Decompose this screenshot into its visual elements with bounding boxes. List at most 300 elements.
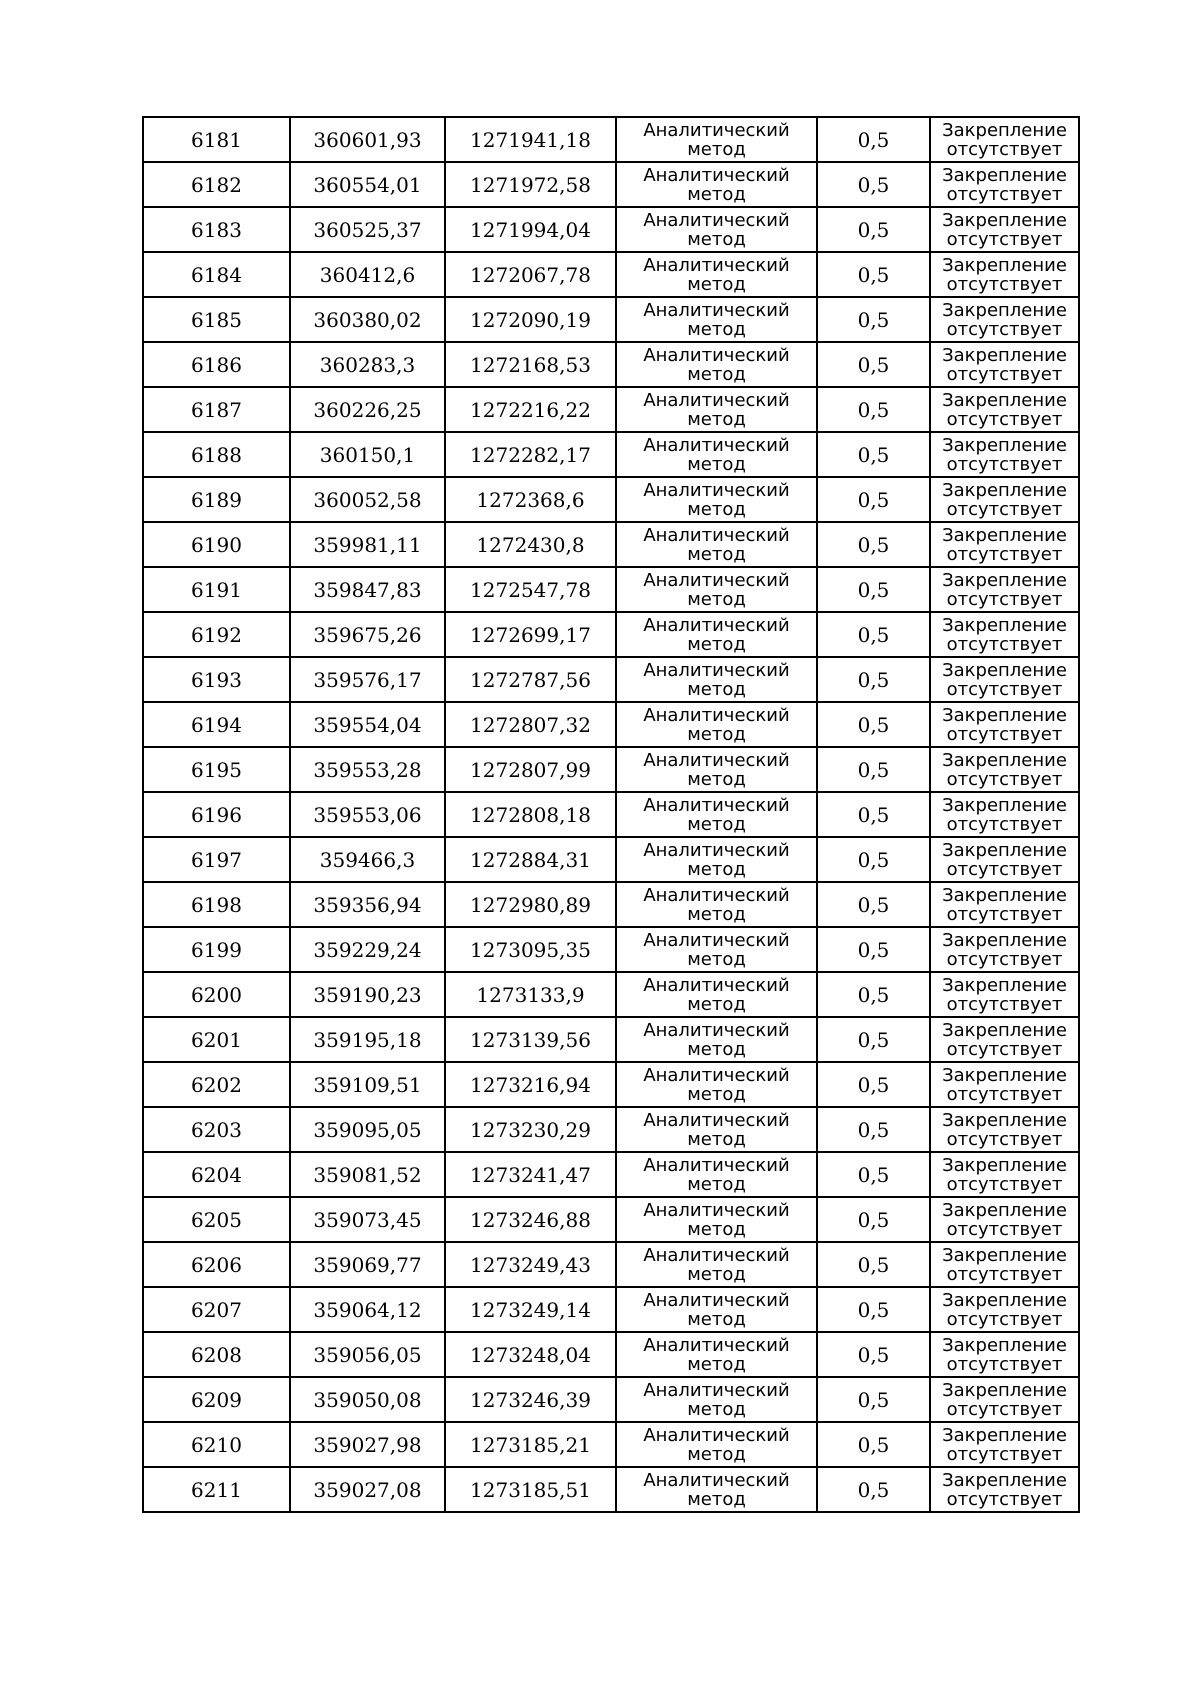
method-cell-line-2: метод	[687, 183, 746, 205]
fixing-cell-line-1: Закрепление	[942, 119, 1067, 141]
point-number-cell: 6207	[143, 1287, 290, 1332]
method-cell-line-1: Аналитический	[643, 1424, 790, 1446]
table-row	[143, 837, 1079, 882]
x-coordinate-cell: 359190,23	[290, 972, 445, 1017]
method-cell-line-2: метод	[687, 1398, 746, 1420]
method-cell-line-1: Аналитический	[643, 704, 790, 726]
fixing-cell	[930, 1107, 1079, 1152]
method-cell	[616, 1242, 817, 1287]
method-cell-line-2: метод	[687, 1218, 746, 1240]
method-cell-line-1: Аналитический	[643, 749, 790, 771]
fixing-cell	[930, 117, 1079, 162]
point-number-cell: 6208	[143, 1332, 290, 1377]
table-row	[143, 1332, 1079, 1377]
method-cell	[616, 522, 817, 567]
method-cell-line-1: Аналитический	[643, 974, 790, 996]
fixing-cell-line-2: отсутствует	[946, 1443, 1063, 1465]
fixing-cell	[930, 1377, 1079, 1422]
method-cell	[616, 1467, 817, 1512]
point-number-cell: 6206	[143, 1242, 290, 1287]
y-coordinate-cell: 1273246,88	[445, 1197, 616, 1242]
y-coordinate-cell: 1273095,35	[445, 927, 616, 972]
point-number-cell: 6199	[143, 927, 290, 972]
table-row	[143, 792, 1079, 837]
fixing-cell	[930, 432, 1079, 477]
fixing-cell-line-2: отсутствует	[946, 498, 1063, 520]
method-cell-line-1: Аналитический	[643, 1199, 790, 1221]
fixing-cell-line-1: Закрепление	[942, 839, 1067, 861]
method-cell-line-1: Аналитический	[643, 1154, 790, 1176]
method-cell	[616, 1062, 817, 1107]
method-cell	[616, 612, 817, 657]
method-cell	[616, 342, 817, 387]
fixing-cell-line-2: отсутствует	[946, 1308, 1063, 1330]
method-cell-line-1: Аналитический	[643, 434, 790, 456]
fixing-cell-line-1: Закрепление	[942, 344, 1067, 366]
accuracy-cell: 0,5	[817, 1062, 930, 1107]
method-cell	[616, 207, 817, 252]
point-number-cell: 6204	[143, 1152, 290, 1197]
method-cell-line-1: Аналитический	[643, 569, 790, 591]
fixing-cell	[930, 252, 1079, 297]
method-cell	[616, 837, 817, 882]
fixing-cell-line-2: отсутствует	[946, 408, 1063, 430]
point-number-cell: 6190	[143, 522, 290, 567]
fixing-cell-line-1: Закрепление	[942, 209, 1067, 231]
fixing-cell-line-2: отсутствует	[946, 138, 1063, 160]
method-cell-line-1: Аналитический	[643, 524, 790, 546]
x-coordinate-cell: 360283,3	[290, 342, 445, 387]
fixing-cell-line-1: Закрепление	[942, 389, 1067, 411]
fixing-cell-line-1: Закрепление	[942, 1154, 1067, 1176]
method-cell-line-1: Аналитический	[643, 479, 790, 501]
fixing-cell	[930, 1062, 1079, 1107]
table-row	[143, 117, 1079, 162]
method-cell	[616, 1287, 817, 1332]
y-coordinate-cell: 1273216,94	[445, 1062, 616, 1107]
point-number-cell: 6193	[143, 657, 290, 702]
method-cell	[616, 792, 817, 837]
fixing-cell-line-2: отсутствует	[946, 1263, 1063, 1285]
x-coordinate-cell: 359064,12	[290, 1287, 445, 1332]
table-row	[143, 747, 1079, 792]
point-number-cell: 6191	[143, 567, 290, 612]
x-coordinate-cell: 359466,3	[290, 837, 445, 882]
accuracy-cell: 0,5	[817, 567, 930, 612]
fixing-cell-line-1: Закрепление	[942, 1424, 1067, 1446]
fixing-cell-line-2: отсутствует	[946, 543, 1063, 565]
y-coordinate-cell: 1273248,04	[445, 1332, 616, 1377]
accuracy-cell: 0,5	[817, 342, 930, 387]
fixing-cell	[930, 477, 1079, 522]
method-cell-line-1: Аналитический	[643, 929, 790, 951]
table-row	[143, 567, 1079, 612]
method-cell-line-1: Аналитический	[643, 794, 790, 816]
fixing-cell-line-1: Закрепление	[942, 1379, 1067, 1401]
point-number-cell: 6188	[143, 432, 290, 477]
y-coordinate-cell: 1273230,29	[445, 1107, 616, 1152]
fixing-cell	[930, 972, 1079, 1017]
method-cell-line-1: Аналитический	[643, 1064, 790, 1086]
fixing-cell	[930, 162, 1079, 207]
method-cell-line-2: метод	[687, 138, 746, 160]
x-coordinate-cell: 359553,28	[290, 747, 445, 792]
fixing-cell-line-1: Закрепление	[942, 974, 1067, 996]
method-cell	[616, 1422, 817, 1467]
method-cell	[616, 567, 817, 612]
table-row	[143, 612, 1079, 657]
point-number-cell: 6195	[143, 747, 290, 792]
method-cell	[616, 927, 817, 972]
coordinates-table	[142, 116, 1080, 1513]
fixing-cell-line-1: Закрепление	[942, 1019, 1067, 1041]
method-cell	[616, 1107, 817, 1152]
table-row	[143, 252, 1079, 297]
table-row	[143, 1242, 1079, 1287]
table-row	[143, 657, 1079, 702]
method-cell	[616, 747, 817, 792]
fixing-cell-line-1: Закрепление	[942, 704, 1067, 726]
accuracy-cell: 0,5	[817, 927, 930, 972]
table-row	[143, 477, 1079, 522]
accuracy-cell: 0,5	[817, 837, 930, 882]
accuracy-cell: 0,5	[817, 297, 930, 342]
point-number-cell: 6209	[143, 1377, 290, 1422]
fixing-cell-line-1: Закрепление	[942, 254, 1067, 276]
y-coordinate-cell: 1272699,17	[445, 612, 616, 657]
method-cell-line-1: Аналитический	[643, 389, 790, 411]
point-number-cell: 6194	[143, 702, 290, 747]
fixing-cell-line-2: отсутствует	[946, 1488, 1063, 1510]
fixing-cell-line-1: Закрепление	[942, 1199, 1067, 1221]
fixing-cell-line-1: Закрепление	[942, 929, 1067, 951]
fixing-cell-line-2: отсутствует	[946, 1353, 1063, 1375]
fixing-cell	[930, 657, 1079, 702]
accuracy-cell: 0,5	[817, 882, 930, 927]
method-cell	[616, 387, 817, 432]
method-cell-line-2: метод	[687, 723, 746, 745]
fixing-cell-line-1: Закрепление	[942, 884, 1067, 906]
method-cell-line-2: метод	[687, 543, 746, 565]
point-number-cell: 6197	[143, 837, 290, 882]
fixing-cell	[930, 1197, 1079, 1242]
fixing-cell-line-2: отсутствует	[946, 1218, 1063, 1240]
method-cell-line-2: метод	[687, 363, 746, 385]
point-number-cell: 6201	[143, 1017, 290, 1062]
x-coordinate-cell: 359229,24	[290, 927, 445, 972]
table-row	[143, 387, 1079, 432]
method-cell	[616, 972, 817, 1017]
method-cell-line-2: метод	[687, 858, 746, 880]
x-coordinate-cell: 360601,93	[290, 117, 445, 162]
fixing-cell-line-1: Закрепление	[942, 659, 1067, 681]
fixing-cell-line-2: отсутствует	[946, 1128, 1063, 1150]
method-cell-line-2: метод	[687, 1263, 746, 1285]
fixing-cell-line-1: Закрепление	[942, 164, 1067, 186]
x-coordinate-cell: 359847,83	[290, 567, 445, 612]
fixing-cell-line-2: отсутствует	[946, 858, 1063, 880]
method-cell-line-1: Аналитический	[643, 344, 790, 366]
method-cell	[616, 117, 817, 162]
method-cell-line-1: Аналитический	[643, 1289, 790, 1311]
fixing-cell-line-2: отсутствует	[946, 1173, 1063, 1195]
fixing-cell	[930, 1152, 1079, 1197]
accuracy-cell: 0,5	[817, 1107, 930, 1152]
method-cell-line-1: Аналитический	[643, 839, 790, 861]
y-coordinate-cell: 1272787,56	[445, 657, 616, 702]
fixing-cell	[930, 1017, 1079, 1062]
fixing-cell	[930, 612, 1079, 657]
fixing-cell	[930, 837, 1079, 882]
method-cell	[616, 882, 817, 927]
accuracy-cell: 0,5	[817, 612, 930, 657]
point-number-cell: 6202	[143, 1062, 290, 1107]
accuracy-cell: 0,5	[817, 477, 930, 522]
x-coordinate-cell: 360380,02	[290, 297, 445, 342]
accuracy-cell: 0,5	[817, 1377, 930, 1422]
y-coordinate-cell: 1273185,51	[445, 1467, 616, 1512]
accuracy-cell: 0,5	[817, 657, 930, 702]
fixing-cell	[930, 1467, 1079, 1512]
method-cell-line-1: Аналитический	[643, 119, 790, 141]
accuracy-cell: 0,5	[817, 1332, 930, 1377]
fixing-cell-line-1: Закрепление	[942, 524, 1067, 546]
method-cell-line-1: Аналитический	[643, 299, 790, 321]
table-row	[143, 1062, 1079, 1107]
fixing-cell-line-1: Закрепление	[942, 1334, 1067, 1356]
fixing-cell-line-2: отсутствует	[946, 1038, 1063, 1060]
point-number-cell: 6205	[143, 1197, 290, 1242]
fixing-cell-line-1: Закрепление	[942, 1469, 1067, 1491]
fixing-cell	[930, 342, 1079, 387]
accuracy-cell: 0,5	[817, 162, 930, 207]
x-coordinate-cell: 359056,05	[290, 1332, 445, 1377]
method-cell-line-1: Аналитический	[643, 614, 790, 636]
table-row	[143, 1017, 1079, 1062]
x-coordinate-cell: 360150,1	[290, 432, 445, 477]
fixing-cell-line-1: Закрепление	[942, 1109, 1067, 1131]
point-number-cell: 6192	[143, 612, 290, 657]
accuracy-cell: 0,5	[817, 1152, 930, 1197]
fixing-cell	[930, 1287, 1079, 1332]
method-cell-line-2: метод	[687, 813, 746, 835]
method-cell-line-1: Аналитический	[643, 1019, 790, 1041]
y-coordinate-cell: 1273241,47	[445, 1152, 616, 1197]
x-coordinate-cell: 359675,26	[290, 612, 445, 657]
fixing-cell	[930, 297, 1079, 342]
point-number-cell: 6210	[143, 1422, 290, 1467]
method-cell	[616, 477, 817, 522]
fixing-cell-line-1: Закрепление	[942, 299, 1067, 321]
y-coordinate-cell: 1272430,8	[445, 522, 616, 567]
fixing-cell	[930, 1332, 1079, 1377]
point-number-cell: 6183	[143, 207, 290, 252]
x-coordinate-cell: 359356,94	[290, 882, 445, 927]
y-coordinate-cell: 1271972,58	[445, 162, 616, 207]
table-row	[143, 297, 1079, 342]
method-cell-line-2: метод	[687, 1038, 746, 1060]
document-page	[142, 116, 1078, 1513]
fixing-cell-line-2: отсутствует	[946, 1083, 1063, 1105]
x-coordinate-cell: 360554,01	[290, 162, 445, 207]
method-cell-line-2: метод	[687, 1308, 746, 1330]
y-coordinate-cell: 1273246,39	[445, 1377, 616, 1422]
y-coordinate-cell: 1272168,53	[445, 342, 616, 387]
method-cell-line-2: метод	[687, 453, 746, 475]
method-cell	[616, 432, 817, 477]
y-coordinate-cell: 1273133,9	[445, 972, 616, 1017]
accuracy-cell: 0,5	[817, 972, 930, 1017]
x-coordinate-cell: 360525,37	[290, 207, 445, 252]
fixing-cell	[930, 1242, 1079, 1287]
accuracy-cell: 0,5	[817, 747, 930, 792]
method-cell-line-2: метод	[687, 678, 746, 700]
method-cell	[616, 297, 817, 342]
y-coordinate-cell: 1272807,32	[445, 702, 616, 747]
table-row	[143, 702, 1079, 747]
point-number-cell: 6185	[143, 297, 290, 342]
fixing-cell-line-2: отсутствует	[946, 363, 1063, 385]
fixing-cell	[930, 567, 1079, 612]
x-coordinate-cell: 360412,6	[290, 252, 445, 297]
x-coordinate-cell: 359069,77	[290, 1242, 445, 1287]
fixing-cell-line-2: отсутствует	[946, 723, 1063, 745]
accuracy-cell: 0,5	[817, 1422, 930, 1467]
accuracy-cell: 0,5	[817, 1017, 930, 1062]
method-cell-line-1: Аналитический	[643, 1334, 790, 1356]
accuracy-cell: 0,5	[817, 792, 930, 837]
accuracy-cell: 0,5	[817, 252, 930, 297]
table-row	[143, 522, 1079, 567]
method-cell	[616, 657, 817, 702]
method-cell-line-1: Аналитический	[643, 164, 790, 186]
x-coordinate-cell: 359027,08	[290, 1467, 445, 1512]
point-number-cell: 6203	[143, 1107, 290, 1152]
method-cell-line-2: метод	[687, 498, 746, 520]
y-coordinate-cell: 1273249,43	[445, 1242, 616, 1287]
y-coordinate-cell: 1273139,56	[445, 1017, 616, 1062]
fixing-cell	[930, 207, 1079, 252]
fixing-cell-line-2: отсутствует	[946, 903, 1063, 925]
table-row	[143, 927, 1079, 972]
fixing-cell	[930, 1422, 1079, 1467]
point-number-cell: 6196	[143, 792, 290, 837]
fixing-cell-line-1: Закрепление	[942, 569, 1067, 591]
method-cell	[616, 1377, 817, 1422]
x-coordinate-cell: 359109,51	[290, 1062, 445, 1107]
y-coordinate-cell: 1272884,31	[445, 837, 616, 882]
x-coordinate-cell: 359981,11	[290, 522, 445, 567]
method-cell-line-2: метод	[687, 1128, 746, 1150]
accuracy-cell: 0,5	[817, 1242, 930, 1287]
table-row	[143, 1377, 1079, 1422]
fixing-cell-line-1: Закрепление	[942, 1289, 1067, 1311]
method-cell	[616, 1152, 817, 1197]
method-cell	[616, 252, 817, 297]
method-cell	[616, 702, 817, 747]
y-coordinate-cell: 1272282,17	[445, 432, 616, 477]
table-row	[143, 1422, 1079, 1467]
accuracy-cell: 0,5	[817, 117, 930, 162]
table-row	[143, 1467, 1079, 1512]
method-cell-line-2: метод	[687, 633, 746, 655]
accuracy-cell: 0,5	[817, 1197, 930, 1242]
fixing-cell-line-2: отсутствует	[946, 813, 1063, 835]
point-number-cell: 6200	[143, 972, 290, 1017]
x-coordinate-cell: 359095,05	[290, 1107, 445, 1152]
x-coordinate-cell: 359554,04	[290, 702, 445, 747]
x-coordinate-cell: 359576,17	[290, 657, 445, 702]
fixing-cell-line-2: отсутствует	[946, 183, 1063, 205]
y-coordinate-cell: 1272807,99	[445, 747, 616, 792]
x-coordinate-cell: 359081,52	[290, 1152, 445, 1197]
y-coordinate-cell: 1273249,14	[445, 1287, 616, 1332]
accuracy-cell: 0,5	[817, 1467, 930, 1512]
accuracy-cell: 0,5	[817, 1287, 930, 1332]
y-coordinate-cell: 1272547,78	[445, 567, 616, 612]
table-row	[143, 1197, 1079, 1242]
table-row	[143, 207, 1079, 252]
fixing-cell-line-2: отсутствует	[946, 678, 1063, 700]
accuracy-cell: 0,5	[817, 702, 930, 747]
method-cell	[616, 1197, 817, 1242]
method-cell-line-1: Аналитический	[643, 659, 790, 681]
method-cell-line-2: метод	[687, 318, 746, 340]
accuracy-cell: 0,5	[817, 207, 930, 252]
x-coordinate-cell: 359050,08	[290, 1377, 445, 1422]
method-cell	[616, 162, 817, 207]
point-number-cell: 6198	[143, 882, 290, 927]
y-coordinate-cell: 1271994,04	[445, 207, 616, 252]
method-cell-line-2: метод	[687, 903, 746, 925]
method-cell-line-1: Аналитический	[643, 884, 790, 906]
fixing-cell-line-2: отсутствует	[946, 318, 1063, 340]
method-cell-line-2: метод	[687, 1083, 746, 1105]
y-coordinate-cell: 1272368,6	[445, 477, 616, 522]
method-cell-line-2: метод	[687, 1488, 746, 1510]
method-cell-line-2: метод	[687, 228, 746, 250]
point-number-cell: 6186	[143, 342, 290, 387]
method-cell-line-2: метод	[687, 768, 746, 790]
point-number-cell: 6184	[143, 252, 290, 297]
method-cell	[616, 1017, 817, 1062]
x-coordinate-cell: 359553,06	[290, 792, 445, 837]
method-cell-line-2: метод	[687, 948, 746, 970]
table-row	[143, 1287, 1079, 1332]
fixing-cell-line-1: Закрепление	[942, 1064, 1067, 1086]
method-cell-line-2: метод	[687, 1353, 746, 1375]
y-coordinate-cell: 1272090,19	[445, 297, 616, 342]
point-number-cell: 6182	[143, 162, 290, 207]
fixing-cell	[930, 882, 1079, 927]
fixing-cell-line-1: Закрепление	[942, 479, 1067, 501]
method-cell-line-2: метод	[687, 993, 746, 1015]
fixing-cell	[930, 522, 1079, 567]
method-cell-line-1: Аналитический	[643, 254, 790, 276]
point-number-cell: 6181	[143, 117, 290, 162]
method-cell-line-2: метод	[687, 1443, 746, 1465]
point-number-cell: 6189	[143, 477, 290, 522]
point-number-cell: 6211	[143, 1467, 290, 1512]
table-row	[143, 432, 1079, 477]
fixing-cell-line-1: Закрепление	[942, 794, 1067, 816]
x-coordinate-cell: 359027,98	[290, 1422, 445, 1467]
fixing-cell	[930, 927, 1079, 972]
table-body	[143, 117, 1079, 1512]
fixing-cell-line-2: отсутствует	[946, 948, 1063, 970]
x-coordinate-cell: 359195,18	[290, 1017, 445, 1062]
fixing-cell	[930, 792, 1079, 837]
